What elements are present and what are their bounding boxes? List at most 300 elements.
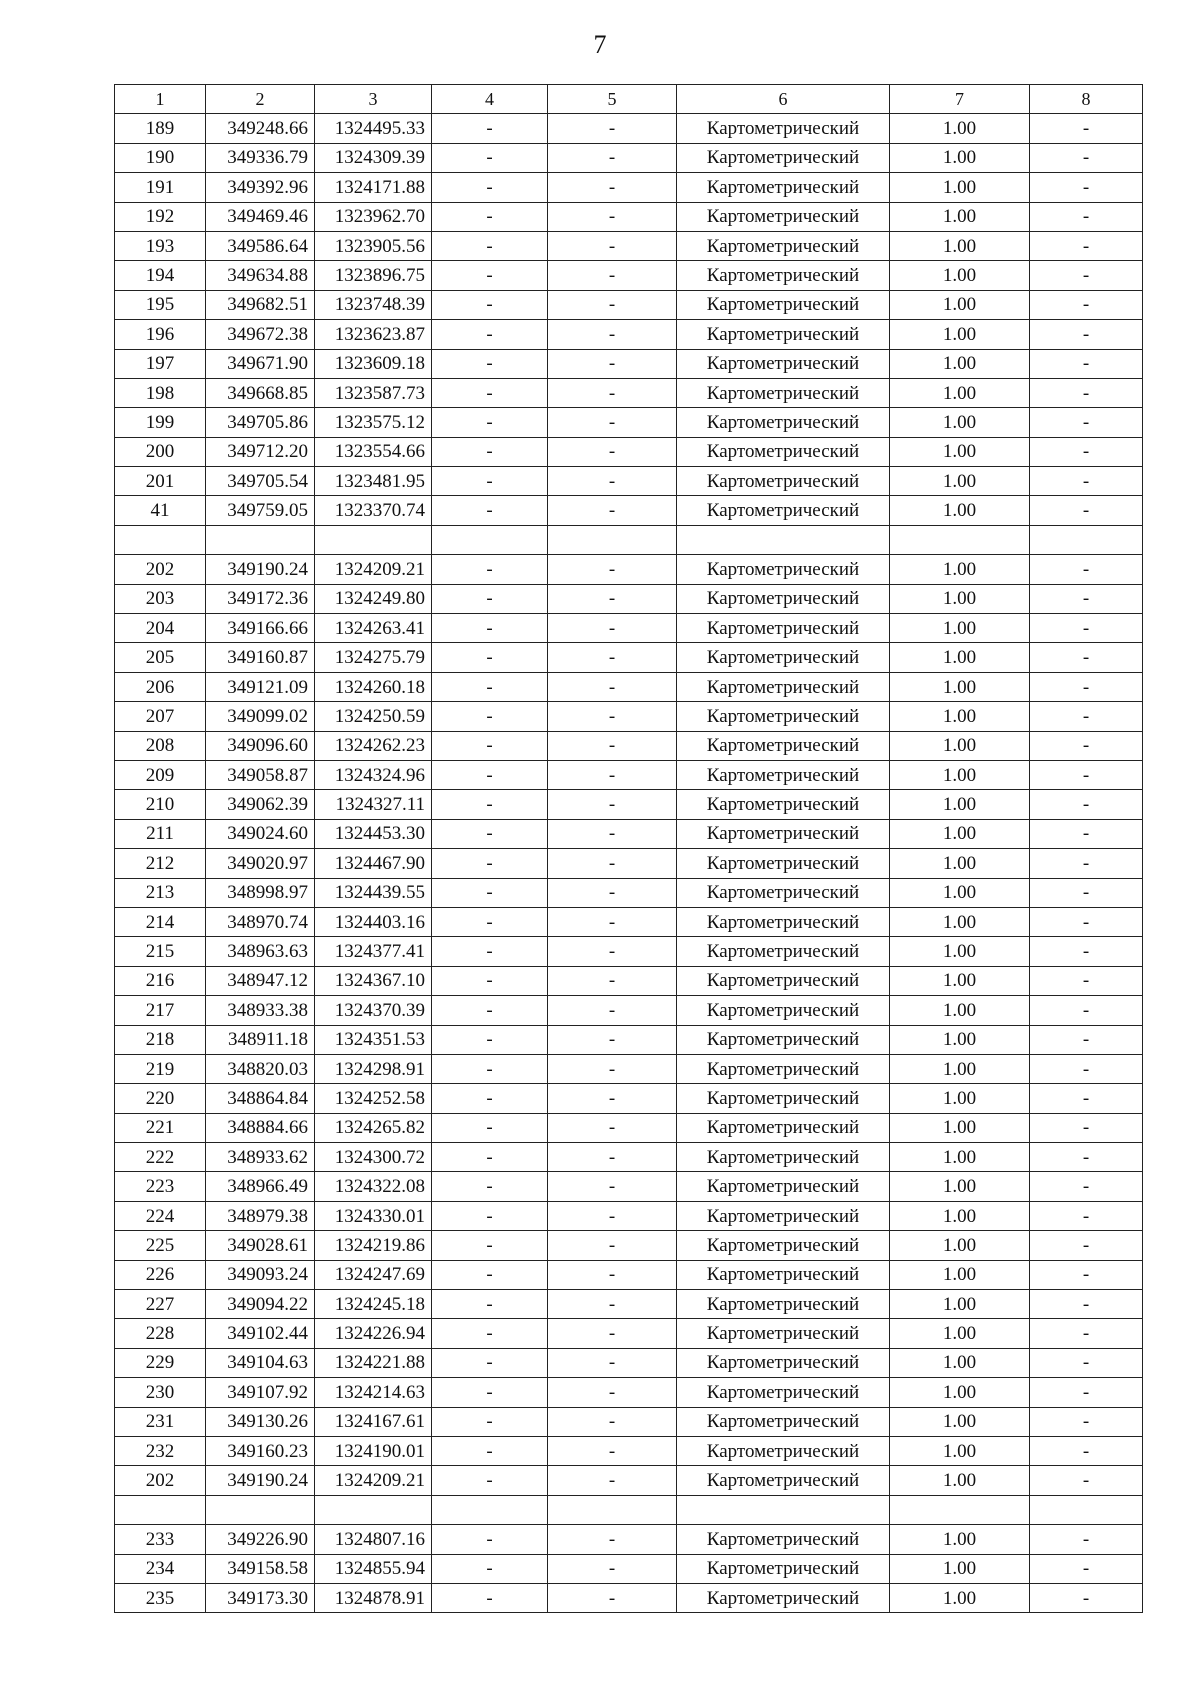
accuracy-cell: 1.00 bbox=[890, 584, 1030, 613]
coord-x-cell: 349248.66 bbox=[206, 114, 315, 143]
accuracy-cell: 1.00 bbox=[890, 966, 1030, 995]
col-4-cell: - bbox=[432, 937, 548, 966]
coord-x-cell: 349107.92 bbox=[206, 1378, 315, 1407]
table-row bbox=[115, 1172, 1143, 1201]
coord-x-cell: 348966.49 bbox=[206, 1172, 315, 1201]
accuracy-cell: 1.00 bbox=[890, 702, 1030, 731]
method-cell: Картометрический bbox=[677, 1583, 890, 1612]
col-4-cell: - bbox=[432, 231, 548, 260]
coord-y-cell: 1323623.87 bbox=[315, 320, 432, 349]
accuracy-cell: 1.00 bbox=[890, 643, 1030, 672]
point-number-cell bbox=[115, 1495, 206, 1524]
accuracy-cell: 1.00 bbox=[890, 437, 1030, 466]
coord-x-cell: 349099.02 bbox=[206, 702, 315, 731]
point-number-cell: 204 bbox=[115, 614, 206, 643]
coord-x-cell: 349392.96 bbox=[206, 173, 315, 202]
col-8-cell: - bbox=[1030, 496, 1143, 525]
col-5-cell: - bbox=[548, 1231, 677, 1260]
col-4-cell: - bbox=[432, 1260, 548, 1289]
method-cell: Картометрический bbox=[677, 1407, 890, 1436]
point-number-cell: 235 bbox=[115, 1583, 206, 1612]
coord-x-cell: 349158.58 bbox=[206, 1554, 315, 1583]
col-4-cell: - bbox=[432, 1054, 548, 1083]
coord-x-cell: 349226.90 bbox=[206, 1525, 315, 1554]
col-8-cell: - bbox=[1030, 261, 1143, 290]
point-number-cell: 226 bbox=[115, 1260, 206, 1289]
col-8-cell: - bbox=[1030, 202, 1143, 231]
table-row bbox=[115, 320, 1143, 349]
col-5-cell: - bbox=[548, 1436, 677, 1465]
table-row bbox=[115, 143, 1143, 172]
method-cell: Картометрический bbox=[677, 1319, 890, 1348]
method-cell: Картометрический bbox=[677, 878, 890, 907]
point-number-cell: 221 bbox=[115, 1113, 206, 1142]
col-5-cell: - bbox=[548, 1407, 677, 1436]
col-4-cell: - bbox=[432, 1290, 548, 1319]
table-row bbox=[115, 1348, 1143, 1377]
table-row bbox=[115, 1525, 1143, 1554]
column-header-8: 8 bbox=[1030, 85, 1143, 114]
point-number-cell: 224 bbox=[115, 1201, 206, 1230]
coord-y-cell: 1324209.21 bbox=[315, 555, 432, 584]
table-row bbox=[115, 261, 1143, 290]
point-number-cell: 194 bbox=[115, 261, 206, 290]
coord-y-cell: 1324453.30 bbox=[315, 819, 432, 848]
col-8-cell: - bbox=[1030, 114, 1143, 143]
coord-y-cell: 1324263.41 bbox=[315, 614, 432, 643]
col-4-cell: - bbox=[432, 114, 548, 143]
method-cell: Картометрический bbox=[677, 1525, 890, 1554]
point-number-cell: 218 bbox=[115, 1025, 206, 1054]
col-5-cell: - bbox=[548, 1084, 677, 1113]
col-8-cell: - bbox=[1030, 790, 1143, 819]
point-number-cell: 209 bbox=[115, 760, 206, 789]
accuracy-cell bbox=[890, 1495, 1030, 1524]
col-4-cell: - bbox=[432, 1407, 548, 1436]
column-header-7: 7 bbox=[890, 85, 1030, 114]
point-number-cell: 198 bbox=[115, 378, 206, 407]
col-4-cell: - bbox=[432, 1201, 548, 1230]
coord-x-cell: 349190.24 bbox=[206, 1466, 315, 1495]
accuracy-cell: 1.00 bbox=[890, 731, 1030, 760]
table-row bbox=[115, 878, 1143, 907]
col-8-cell: - bbox=[1030, 1231, 1143, 1260]
col-4-cell: - bbox=[432, 202, 548, 231]
col-4-cell: - bbox=[432, 320, 548, 349]
col-5-cell: - bbox=[548, 231, 677, 260]
point-number-cell: 190 bbox=[115, 143, 206, 172]
point-number-cell: 205 bbox=[115, 643, 206, 672]
coord-y-cell: 1324247.69 bbox=[315, 1260, 432, 1289]
method-cell: Картометрический bbox=[677, 231, 890, 260]
table-row bbox=[115, 408, 1143, 437]
col-4-cell: - bbox=[432, 1319, 548, 1348]
column-header-3: 3 bbox=[315, 85, 432, 114]
col-4-cell: - bbox=[432, 143, 548, 172]
coord-y-cell: 1324260.18 bbox=[315, 672, 432, 701]
coord-x-cell: 349672.38 bbox=[206, 320, 315, 349]
point-number-cell: 211 bbox=[115, 819, 206, 848]
method-cell: Картометрический bbox=[677, 1436, 890, 1465]
col-5-cell: - bbox=[548, 1466, 677, 1495]
method-cell: Картометрический bbox=[677, 1054, 890, 1083]
coord-x-cell: 348963.63 bbox=[206, 937, 315, 966]
point-number-cell: 195 bbox=[115, 290, 206, 319]
coord-x-cell: 349671.90 bbox=[206, 349, 315, 378]
col-8-cell: - bbox=[1030, 349, 1143, 378]
col-5-cell: - bbox=[548, 1201, 677, 1230]
col-8-cell: - bbox=[1030, 1201, 1143, 1230]
method-cell: Картометрический bbox=[677, 702, 890, 731]
col-5-cell: - bbox=[548, 1525, 677, 1554]
col-8-cell: - bbox=[1030, 996, 1143, 1025]
col-8-cell: - bbox=[1030, 290, 1143, 319]
col-4-cell: - bbox=[432, 1378, 548, 1407]
col-8-cell: - bbox=[1030, 1084, 1143, 1113]
col-8-cell: - bbox=[1030, 966, 1143, 995]
accuracy-cell: 1.00 bbox=[890, 1290, 1030, 1319]
method-cell bbox=[677, 1495, 890, 1524]
coord-y-cell: 1323896.75 bbox=[315, 261, 432, 290]
point-number-cell: 41 bbox=[115, 496, 206, 525]
column-header-5: 5 bbox=[548, 85, 677, 114]
point-number-cell: 227 bbox=[115, 1290, 206, 1319]
col-8-cell: - bbox=[1030, 143, 1143, 172]
method-cell: Картометрический bbox=[677, 555, 890, 584]
col-5-cell: - bbox=[548, 1113, 677, 1142]
method-cell: Картометрический bbox=[677, 467, 890, 496]
coord-x-cell: 348947.12 bbox=[206, 966, 315, 995]
col-4-cell: - bbox=[432, 672, 548, 701]
col-4-cell: - bbox=[432, 907, 548, 936]
coord-y-cell: 1324330.01 bbox=[315, 1201, 432, 1230]
method-cell: Картометрический bbox=[677, 731, 890, 760]
table-row bbox=[115, 525, 1143, 554]
coord-y-cell: 1324265.82 bbox=[315, 1113, 432, 1142]
point-number-cell: 197 bbox=[115, 349, 206, 378]
col-5-cell: - bbox=[548, 672, 677, 701]
table-row bbox=[115, 467, 1143, 496]
accuracy-cell: 1.00 bbox=[890, 202, 1030, 231]
col-8-cell: - bbox=[1030, 878, 1143, 907]
coord-y-cell: 1324252.58 bbox=[315, 1084, 432, 1113]
table-header-row bbox=[115, 85, 1143, 114]
col-5-cell: - bbox=[548, 996, 677, 1025]
coord-y-cell: 1324370.39 bbox=[315, 996, 432, 1025]
table-row bbox=[115, 496, 1143, 525]
col-5-cell: - bbox=[548, 1054, 677, 1083]
col-8-cell: - bbox=[1030, 643, 1143, 672]
col-8-cell: - bbox=[1030, 1143, 1143, 1172]
point-number-cell: 230 bbox=[115, 1378, 206, 1407]
col-8-cell: - bbox=[1030, 1172, 1143, 1201]
point-number-cell: 189 bbox=[115, 114, 206, 143]
col-4-cell: - bbox=[432, 378, 548, 407]
col-5-cell: - bbox=[548, 349, 677, 378]
coord-y-cell: 1324262.23 bbox=[315, 731, 432, 760]
accuracy-cell: 1.00 bbox=[890, 1172, 1030, 1201]
coord-y-cell: 1324439.55 bbox=[315, 878, 432, 907]
col-5-cell: - bbox=[548, 555, 677, 584]
point-number-cell: 210 bbox=[115, 790, 206, 819]
accuracy-cell: 1.00 bbox=[890, 790, 1030, 819]
accuracy-cell: 1.00 bbox=[890, 672, 1030, 701]
accuracy-cell: 1.00 bbox=[890, 1436, 1030, 1465]
col-5-cell: - bbox=[548, 731, 677, 760]
method-cell: Картометрический bbox=[677, 1231, 890, 1260]
table-row bbox=[115, 819, 1143, 848]
col-4-cell: - bbox=[432, 1583, 548, 1612]
col-5-cell: - bbox=[548, 760, 677, 789]
accuracy-cell: 1.00 bbox=[890, 1113, 1030, 1142]
table-row bbox=[115, 1201, 1143, 1230]
coord-y-cell: 1323609.18 bbox=[315, 349, 432, 378]
coord-y-cell: 1324245.18 bbox=[315, 1290, 432, 1319]
point-number-cell: 232 bbox=[115, 1436, 206, 1465]
point-number-cell: 212 bbox=[115, 849, 206, 878]
coord-y-cell: 1323905.56 bbox=[315, 231, 432, 260]
method-cell: Картометрический bbox=[677, 378, 890, 407]
accuracy-cell: 1.00 bbox=[890, 1025, 1030, 1054]
col-4-cell: - bbox=[432, 1084, 548, 1113]
method-cell: Картометрический bbox=[677, 1290, 890, 1319]
method-cell: Картометрический bbox=[677, 1143, 890, 1172]
col-4-cell: - bbox=[432, 966, 548, 995]
col-5-cell: - bbox=[548, 1143, 677, 1172]
method-cell: Картометрический bbox=[677, 849, 890, 878]
coord-x-cell: 349062.39 bbox=[206, 790, 315, 819]
table-row bbox=[115, 231, 1143, 260]
coord-y-cell: 1324219.86 bbox=[315, 1231, 432, 1260]
accuracy-cell: 1.00 bbox=[890, 849, 1030, 878]
method-cell: Картометрический bbox=[677, 760, 890, 789]
point-number-cell: 193 bbox=[115, 231, 206, 260]
accuracy-cell: 1.00 bbox=[890, 1084, 1030, 1113]
table-row bbox=[115, 760, 1143, 789]
col-4-cell: - bbox=[432, 261, 548, 290]
method-cell: Картометрический bbox=[677, 819, 890, 848]
accuracy-cell: 1.00 bbox=[890, 114, 1030, 143]
coord-y-cell: 1324309.39 bbox=[315, 143, 432, 172]
table-row bbox=[115, 1378, 1143, 1407]
col-8-cell: - bbox=[1030, 672, 1143, 701]
accuracy-cell: 1.00 bbox=[890, 1525, 1030, 1554]
method-cell: Картометрический bbox=[677, 1554, 890, 1583]
col-5-cell bbox=[548, 525, 677, 554]
coord-y-cell: 1324275.79 bbox=[315, 643, 432, 672]
col-5-cell: - bbox=[548, 1348, 677, 1377]
column-header-1: 1 bbox=[115, 85, 206, 114]
accuracy-cell: 1.00 bbox=[890, 1407, 1030, 1436]
method-cell: Картометрический bbox=[677, 114, 890, 143]
coord-x-cell: 349094.22 bbox=[206, 1290, 315, 1319]
col-5-cell: - bbox=[548, 614, 677, 643]
coord-y-cell: 1324377.41 bbox=[315, 937, 432, 966]
col-5-cell: - bbox=[548, 437, 677, 466]
column-header-6: 6 bbox=[677, 85, 890, 114]
table-row bbox=[115, 996, 1143, 1025]
col-4-cell: - bbox=[432, 408, 548, 437]
accuracy-cell: 1.00 bbox=[890, 143, 1030, 172]
col-5-cell: - bbox=[548, 849, 677, 878]
table-row bbox=[115, 1554, 1143, 1583]
coord-x-cell bbox=[206, 525, 315, 554]
coord-x-cell: 349166.66 bbox=[206, 614, 315, 643]
table-row bbox=[115, 790, 1143, 819]
point-number-cell: 219 bbox=[115, 1054, 206, 1083]
col-4-cell: - bbox=[432, 878, 548, 907]
method-cell: Картометрический bbox=[677, 643, 890, 672]
col-4-cell: - bbox=[432, 1554, 548, 1583]
col-5-cell: - bbox=[548, 114, 677, 143]
col-5-cell: - bbox=[548, 202, 677, 231]
table-row bbox=[115, 849, 1143, 878]
point-number-cell: 203 bbox=[115, 584, 206, 613]
method-cell: Картометрический bbox=[677, 996, 890, 1025]
coord-y-cell: 1324351.53 bbox=[315, 1025, 432, 1054]
coord-x-cell: 349104.63 bbox=[206, 1348, 315, 1377]
accuracy-cell: 1.00 bbox=[890, 1143, 1030, 1172]
coord-y-cell: 1324855.94 bbox=[315, 1554, 432, 1583]
method-cell: Картометрический bbox=[677, 1466, 890, 1495]
accuracy-cell: 1.00 bbox=[890, 555, 1030, 584]
col-4-cell: - bbox=[432, 437, 548, 466]
method-cell: Картометрический bbox=[677, 320, 890, 349]
coord-x-cell: 349173.30 bbox=[206, 1583, 315, 1612]
col-5-cell: - bbox=[548, 378, 677, 407]
coord-x-cell: 349130.26 bbox=[206, 1407, 315, 1436]
accuracy-cell: 1.00 bbox=[890, 496, 1030, 525]
coord-y-cell: 1324209.21 bbox=[315, 1466, 432, 1495]
coord-y-cell: 1324249.80 bbox=[315, 584, 432, 613]
point-number-cell bbox=[115, 525, 206, 554]
point-number-cell: 215 bbox=[115, 937, 206, 966]
coord-y-cell: 1323481.95 bbox=[315, 467, 432, 496]
col-5-cell: - bbox=[548, 261, 677, 290]
table-row bbox=[115, 966, 1143, 995]
col-8-cell: - bbox=[1030, 1260, 1143, 1289]
coord-x-cell: 349336.79 bbox=[206, 143, 315, 172]
col-4-cell: - bbox=[432, 467, 548, 496]
col-5-cell: - bbox=[548, 1260, 677, 1289]
table-row bbox=[115, 1084, 1143, 1113]
col-8-cell: - bbox=[1030, 1290, 1143, 1319]
coord-y-cell: 1324226.94 bbox=[315, 1319, 432, 1348]
coord-y-cell: 1324495.33 bbox=[315, 114, 432, 143]
accuracy-cell: 1.00 bbox=[890, 1054, 1030, 1083]
col-8-cell: - bbox=[1030, 1348, 1143, 1377]
col-4-cell: - bbox=[432, 849, 548, 878]
coord-x-cell: 349668.85 bbox=[206, 378, 315, 407]
coord-y-cell: 1324298.91 bbox=[315, 1054, 432, 1083]
coord-x-cell: 349634.88 bbox=[206, 261, 315, 290]
coord-y-cell: 1323748.39 bbox=[315, 290, 432, 319]
col-4-cell: - bbox=[432, 173, 548, 202]
coord-x-cell bbox=[206, 1495, 315, 1524]
method-cell: Картометрический bbox=[677, 672, 890, 701]
col-4-cell: - bbox=[432, 1172, 548, 1201]
col-5-cell: - bbox=[548, 467, 677, 496]
method-cell: Картометрический bbox=[677, 614, 890, 643]
table-row bbox=[115, 1054, 1143, 1083]
col-8-cell bbox=[1030, 525, 1143, 554]
col-8-cell bbox=[1030, 1495, 1143, 1524]
col-5-cell: - bbox=[548, 1319, 677, 1348]
col-4-cell: - bbox=[432, 1143, 548, 1172]
col-4-cell: - bbox=[432, 702, 548, 731]
point-number-cell: 225 bbox=[115, 1231, 206, 1260]
col-8-cell: - bbox=[1030, 320, 1143, 349]
coord-x-cell: 349160.23 bbox=[206, 1436, 315, 1465]
method-cell: Картометрический bbox=[677, 907, 890, 936]
accuracy-cell: 1.00 bbox=[890, 1201, 1030, 1230]
col-8-cell: - bbox=[1030, 849, 1143, 878]
coord-x-cell: 348979.38 bbox=[206, 1201, 315, 1230]
table-body bbox=[115, 114, 1143, 1613]
coord-x-cell: 349058.87 bbox=[206, 760, 315, 789]
coord-x-cell: 349102.44 bbox=[206, 1319, 315, 1348]
point-number-cell: 216 bbox=[115, 966, 206, 995]
coord-y-cell: 1324167.61 bbox=[315, 1407, 432, 1436]
accuracy-cell: 1.00 bbox=[890, 760, 1030, 789]
coord-x-cell: 349096.60 bbox=[206, 731, 315, 760]
col-4-cell: - bbox=[432, 290, 548, 319]
accuracy-cell: 1.00 bbox=[890, 614, 1030, 643]
col-4-cell: - bbox=[432, 1231, 548, 1260]
accuracy-cell: 1.00 bbox=[890, 349, 1030, 378]
table-row bbox=[115, 1495, 1143, 1524]
col-4-cell bbox=[432, 525, 548, 554]
method-cell: Картометрический bbox=[677, 1378, 890, 1407]
table-row bbox=[115, 1583, 1143, 1612]
point-number-cell: 206 bbox=[115, 672, 206, 701]
col-4-cell: - bbox=[432, 731, 548, 760]
col-8-cell: - bbox=[1030, 1378, 1143, 1407]
col-4-cell: - bbox=[432, 1525, 548, 1554]
point-number-cell: 202 bbox=[115, 555, 206, 584]
col-4-cell: - bbox=[432, 790, 548, 819]
point-number-cell: 213 bbox=[115, 878, 206, 907]
col-5-cell: - bbox=[548, 584, 677, 613]
accuracy-cell: 1.00 bbox=[890, 1466, 1030, 1495]
coord-x-cell: 348864.84 bbox=[206, 1084, 315, 1113]
method-cell: Картометрический bbox=[677, 290, 890, 319]
method-cell: Картометрический bbox=[677, 584, 890, 613]
point-number-cell: 231 bbox=[115, 1407, 206, 1436]
point-number-cell: 201 bbox=[115, 467, 206, 496]
col-5-cell: - bbox=[548, 320, 677, 349]
point-number-cell: 207 bbox=[115, 702, 206, 731]
col-8-cell: - bbox=[1030, 819, 1143, 848]
point-number-cell: 214 bbox=[115, 907, 206, 936]
table-row bbox=[115, 173, 1143, 202]
col-8-cell: - bbox=[1030, 1054, 1143, 1083]
point-number-cell: 192 bbox=[115, 202, 206, 231]
coord-y-cell: 1324467.90 bbox=[315, 849, 432, 878]
table-row bbox=[115, 1113, 1143, 1142]
method-cell: Картометрический bbox=[677, 437, 890, 466]
coord-x-cell: 348820.03 bbox=[206, 1054, 315, 1083]
coord-x-cell: 348884.66 bbox=[206, 1113, 315, 1142]
coord-x-cell: 348998.97 bbox=[206, 878, 315, 907]
method-cell: Картометрический bbox=[677, 202, 890, 231]
method-cell: Картометрический bbox=[677, 496, 890, 525]
method-cell: Картометрический bbox=[677, 1084, 890, 1113]
coord-x-cell: 348933.62 bbox=[206, 1143, 315, 1172]
col-4-cell: - bbox=[432, 555, 548, 584]
col-5-cell: - bbox=[548, 819, 677, 848]
col-8-cell: - bbox=[1030, 702, 1143, 731]
